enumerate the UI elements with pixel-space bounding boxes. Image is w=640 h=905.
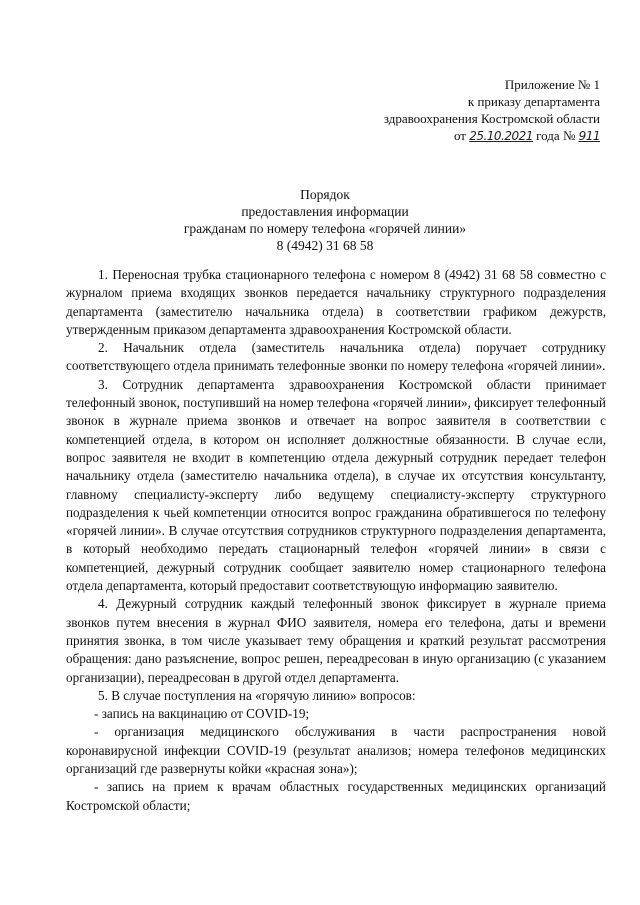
paragraph-4: 4. Дежурный сотрудник каждый телефонный звонок фиксирует в журнале приема звонков путем внесения в журнал ФИО заявителя, номера его телефона, даты и времени принятия звонка, в том числе указывает тему обращения и краткий результат рассмотрения обращения: дано разъяснение, вопрос решен, переадресован в иную организацию (с указанием организации), переадресован в другой отдел департамента.: [66, 596, 606, 685]
date-suffix: года №: [536, 128, 576, 143]
date-prefix: от: [453, 128, 466, 143]
paragraph-2: 2. Начальник отдела (заместитель начальника отдела) поручает сотруднику соответствующего отдела принимать телефонные звонки по номеру телефона «горячей линии».: [66, 340, 606, 374]
title-line-1: Порядок: [300, 187, 350, 202]
list-item: - организация медицинского обслуживания в части распространения новой коронавирусной инфекции COVID-19 (результат анализов; номера телефонов медицинских организаций где развернуты койки «красная зона»);: [66, 724, 606, 777]
paragraph-5: 5. В случае поступления на «горячую линию» вопросов:: [98, 687, 416, 703]
appendix-order-ref: к приказу департамента: [467, 94, 600, 109]
paragraph-3: 3. Сотрудник департамента здравоохранения Костромской области принимает телефонный звонок, поступивший на номер телефона «горячей линии», фиксирует телефонный звонок в журнале приема звонков и отвечает на вопрос заявителя в соответствии с компетенцией отдела, в котором он исполняет должностные обязанности. В случае если, вопрос заявителя не входит в компетенцию отдела дежурный сотрудник передает телефон начальнику отдела (заместителю начальника отдела), в случае их отсутствия консультанту, главному специалисту-эксперту либо ведущему специалисту-эксперту структурного подразделения к чьей компетенции относится вопрос гражданина обратившегося по телефону «горячей линии». В случае отсутствия сотрудников структурного подразделения департамента, в который необходимо передать стационарный телефон «горячей линии» в связи с компетенцией, дежурный сотрудник сообщает заявителю номер стационарного телефона отдела департамента, который предоставит соответствующую информацию заявителю.: [66, 376, 606, 594]
list-item: - запись на вакцинацию от COVID-19;: [94, 706, 310, 722]
appendix-department: здравоохранения Костромской области: [383, 111, 600, 126]
handwritten-date: 25.10.2021: [469, 129, 533, 143]
handwritten-order-number: 911: [578, 129, 600, 143]
appendix-date-line: [340, 127, 600, 145]
document-title: [160, 186, 490, 254]
appendix-header: [340, 76, 600, 145]
list-item: - запись на прием к врачам областных государственных медицинских организаций Костромской области;: [66, 779, 606, 813]
title-line-2: предоставления информации: [241, 204, 409, 219]
paragraph-1: 1. Переносная трубка стационарного телефона с номером 8 (4942) 31 68 58 совместно с журналом приема входящих звонков передается начальнику структурного подразделения департамента (заместителю начальника отдела) в соответствии графиком дежурств, утвержденным приказом департамента здравоохранения Костромской области.: [66, 267, 606, 337]
hotline-phone-number: 8 (4942) 31 68 58: [276, 238, 374, 253]
appendix-title: Приложение № 1: [504, 77, 600, 92]
document-body: [66, 266, 606, 815]
title-line-3: гражданам по номеру телефона «горячей линии»: [183, 221, 467, 236]
